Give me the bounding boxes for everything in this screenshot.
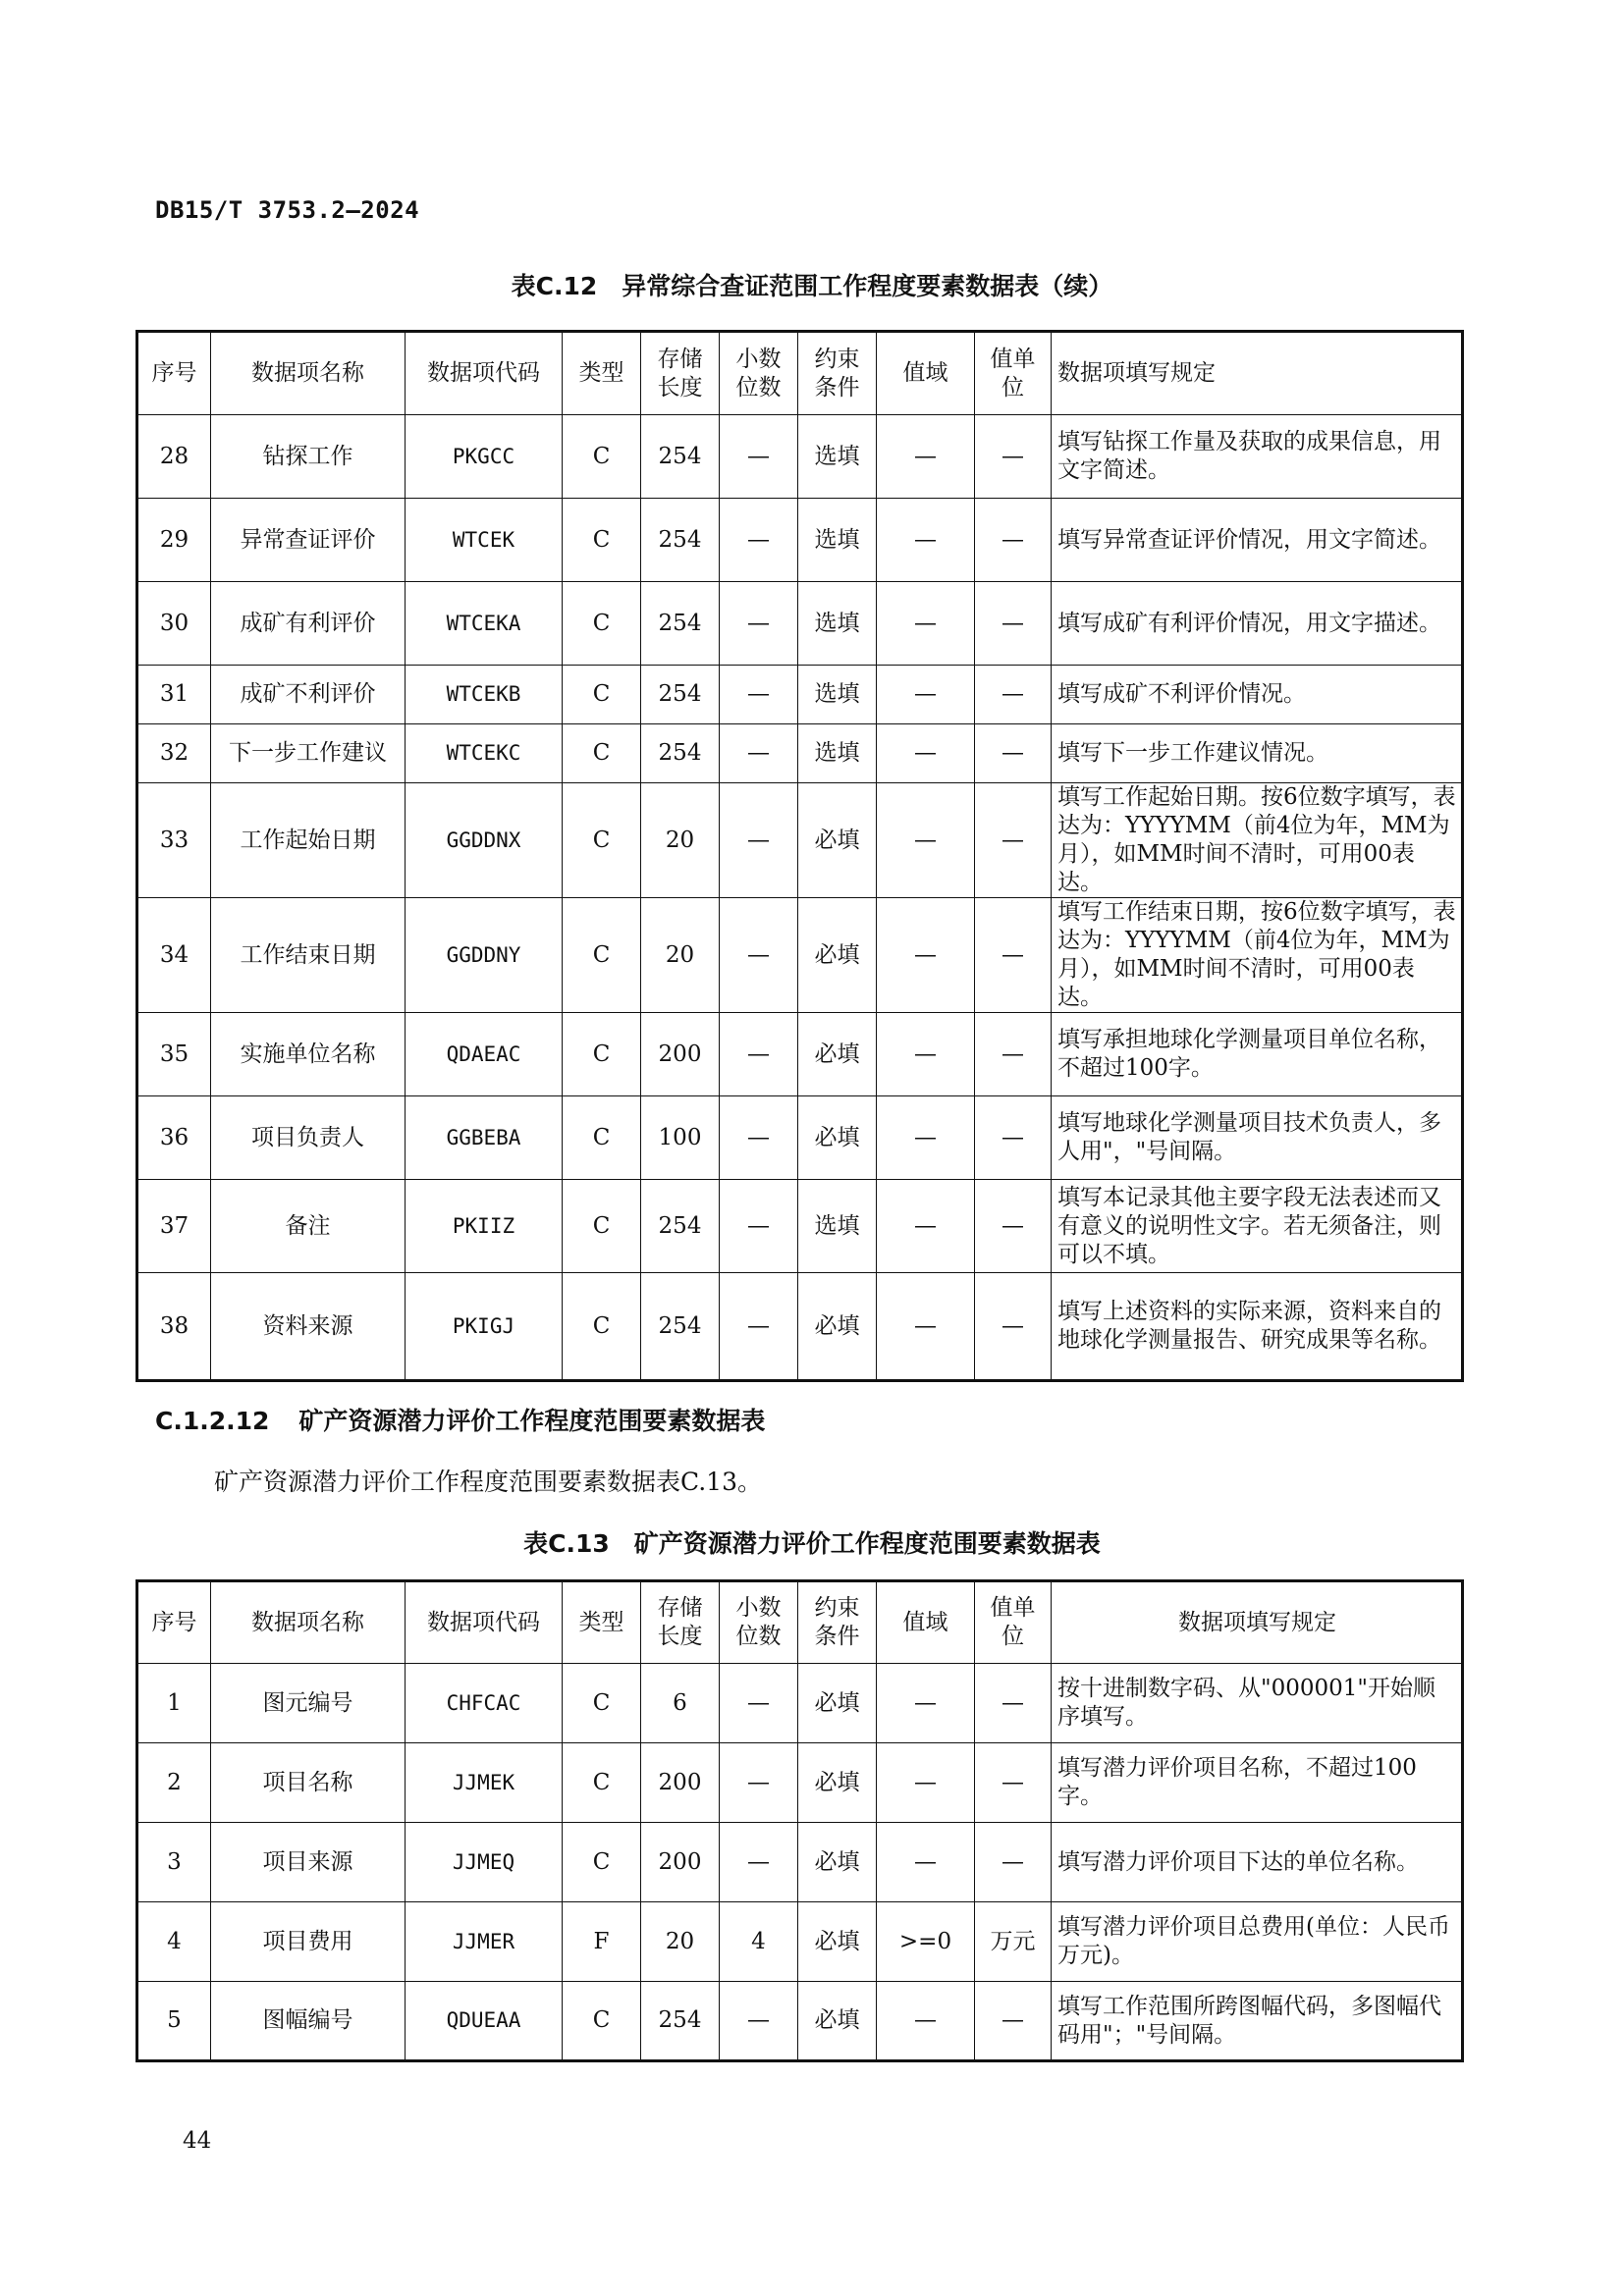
cell-rule: 填写本记录其他主要字段无法表述而又有意义的说明性文字。若无须备注，则可以不填。: [1052, 1180, 1463, 1273]
cell-constraint: 必填: [798, 1902, 877, 1982]
cell-length: 100: [641, 1096, 720, 1180]
cell-type: C: [563, 499, 641, 582]
cell-type: C: [563, 783, 641, 898]
cell-no: 1: [137, 1664, 211, 1743]
cell-decimals: —: [720, 1013, 798, 1096]
cell-name: 备注: [211, 1180, 406, 1273]
cell-rule: 填写潜力评价项目名称，不超过100字。: [1052, 1743, 1463, 1823]
table-row: [137, 1664, 1463, 1743]
page-number: 44: [183, 2128, 212, 2154]
cell-decimals: —: [720, 1180, 798, 1273]
cell-rule: 填写成矿不利评价情况。: [1052, 666, 1463, 724]
cell-code: WTCEKB: [406, 666, 563, 724]
header-constraint: 约束条件: [798, 1581, 877, 1664]
cell-rule: 填写钻探工作量及获取的成果信息，用文字简述。: [1052, 415, 1463, 499]
cell-type: C: [563, 1013, 641, 1096]
table-row: [137, 666, 1463, 724]
table-c12-caption: 表C.12 异常综合查证范围工作程度要素数据表（续）: [511, 272, 1113, 300]
cell-length: 254: [641, 499, 720, 582]
cell-no: 30: [137, 582, 211, 666]
table-c12: [135, 330, 1464, 1382]
cell-unit: —: [975, 1013, 1052, 1096]
cell-length: 20: [641, 1902, 720, 1982]
cell-decimals: —: [720, 724, 798, 783]
cell-rule: 填写工作结束日期，按6位数字填写，表达为：YYYYMM（前4位为年，MM为月），如MM时间不清时，可用00表达。: [1052, 898, 1463, 1013]
header-range: 值域: [877, 1581, 975, 1664]
cell-decimals: —: [720, 1982, 798, 2061]
cell-code: CHFCAC: [406, 1664, 563, 1743]
table-header-row: [137, 1581, 1463, 1664]
cell-constraint: 必填: [798, 1823, 877, 1902]
cell-name: 工作结束日期: [211, 898, 406, 1013]
cell-unit: —: [975, 1096, 1052, 1180]
cell-unit: —: [975, 898, 1052, 1013]
header-range: 值域: [877, 332, 975, 415]
cell-no: 2: [137, 1743, 211, 1823]
cell-type: C: [563, 1180, 641, 1273]
section-heading: [155, 1402, 765, 1437]
table-row: [137, 783, 1463, 898]
cell-range: —: [877, 898, 975, 1013]
cell-rule: 填写潜力评价项目总费用(单位：人民币万元)。: [1052, 1902, 1463, 1982]
cell-length: 200: [641, 1013, 720, 1096]
cell-code: JJMER: [406, 1902, 563, 1982]
cell-code: WTCEK: [406, 499, 563, 582]
cell-unit: —: [975, 724, 1052, 783]
header-length: 存储长度: [641, 332, 720, 415]
cell-range: —: [877, 1664, 975, 1743]
cell-decimals: —: [720, 582, 798, 666]
cell-no: 37: [137, 1180, 211, 1273]
section-number: C.1.2.12: [155, 1407, 270, 1435]
cell-name: 成矿不利评价: [211, 666, 406, 724]
cell-no: 31: [137, 666, 211, 724]
cell-decimals: 4: [720, 1902, 798, 1982]
cell-type: C: [563, 724, 641, 783]
table-row: [137, 1180, 1463, 1273]
cell-decimals: —: [720, 666, 798, 724]
cell-range: —: [877, 783, 975, 898]
cell-code: GGDDNY: [406, 898, 563, 1013]
cell-decimals: —: [720, 499, 798, 582]
cell-unit: —: [975, 1180, 1052, 1273]
cell-type: C: [563, 415, 641, 499]
cell-constraint: 必填: [798, 1013, 877, 1096]
cell-decimals: —: [720, 415, 798, 499]
header-type: 类型: [563, 1581, 641, 1664]
cell-range: —: [877, 666, 975, 724]
cell-code: WTCEKC: [406, 724, 563, 783]
cell-name: 图元编号: [211, 1664, 406, 1743]
cell-unit: —: [975, 666, 1052, 724]
table-row: [137, 1902, 1463, 1982]
cell-length: 6: [641, 1664, 720, 1743]
cell-unit: —: [975, 1664, 1052, 1743]
cell-length: 254: [641, 582, 720, 666]
cell-name: 项目名称: [211, 1743, 406, 1823]
cell-type: C: [563, 1096, 641, 1180]
header-type: 类型: [563, 332, 641, 415]
cell-code: PKIIZ: [406, 1180, 563, 1273]
cell-rule: 填写工作起始日期。按6位数字填写，表达为：YYYYMM（前4位为年，MM为月），如MM时间不清时，可用00表达。: [1052, 783, 1463, 898]
cell-constraint: 必填: [798, 1096, 877, 1180]
cell-no: 5: [137, 1982, 211, 2061]
cell-unit: —: [975, 582, 1052, 666]
cell-length: 200: [641, 1823, 720, 1902]
cell-unit: —: [975, 783, 1052, 898]
cell-no: 36: [137, 1096, 211, 1180]
header-unit: 值单位: [975, 332, 1052, 415]
cell-decimals: —: [720, 783, 798, 898]
cell-range: —: [877, 1982, 975, 2061]
table-row: [137, 1273, 1463, 1381]
table-row: [137, 1982, 1463, 2061]
cell-code: GGBEBA: [406, 1096, 563, 1180]
cell-code: PKGCC: [406, 415, 563, 499]
cell-no: 34: [137, 898, 211, 1013]
cell-type: F: [563, 1902, 641, 1982]
cell-type: C: [563, 582, 641, 666]
cell-constraint: 选填: [798, 499, 877, 582]
section-title: 矿产资源潜力评价工作程度范围要素数据表: [298, 1407, 766, 1435]
cell-rule: 填写承担地球化学测量项目单位名称，不超过100字。: [1052, 1013, 1463, 1096]
cell-code: PKIGJ: [406, 1273, 563, 1381]
cell-range: —: [877, 1273, 975, 1381]
cell-constraint: 选填: [798, 666, 877, 724]
cell-range: —: [877, 415, 975, 499]
cell-constraint: 必填: [798, 1982, 877, 2061]
header-constraint: 约束条件: [798, 332, 877, 415]
cell-rule: 填写地球化学测量项目技术负责人，多人用"，"号间隔。: [1052, 1096, 1463, 1180]
cell-rule: 按十进制数字码、从"000001"开始顺序填写。: [1052, 1664, 1463, 1743]
cell-length: 254: [641, 1273, 720, 1381]
cell-constraint: 选填: [798, 415, 877, 499]
header-no: 序号: [137, 332, 211, 415]
header-name: 数据项名称: [211, 1581, 406, 1664]
cell-range: —: [877, 1013, 975, 1096]
cell-length: 254: [641, 724, 720, 783]
cell-name: 实施单位名称: [211, 1013, 406, 1096]
cell-unit: 万元: [975, 1902, 1052, 1982]
cell-decimals: —: [720, 1096, 798, 1180]
header-code: 数据项代码: [406, 1581, 563, 1664]
cell-rule: 填写成矿有利评价情况，用文字描述。: [1052, 582, 1463, 666]
cell-name: 工作起始日期: [211, 783, 406, 898]
cell-unit: —: [975, 1273, 1052, 1381]
cell-decimals: —: [720, 1823, 798, 1902]
table-row: [137, 1743, 1463, 1823]
cell-range: —: [877, 1823, 975, 1902]
table-row: [137, 1096, 1463, 1180]
cell-unit: —: [975, 499, 1052, 582]
table-header-row: [137, 332, 1463, 415]
table-body: [137, 1664, 1463, 2061]
header-rule: 数据项填写规定: [1052, 332, 1463, 415]
cell-no: 35: [137, 1013, 211, 1096]
cell-constraint: 选填: [798, 582, 877, 666]
cell-unit: —: [975, 1982, 1052, 2061]
cell-range: —: [877, 1180, 975, 1273]
cell-code: WTCEKA: [406, 582, 563, 666]
header-decimals: 小数位数: [720, 1581, 798, 1664]
cell-decimals: —: [720, 1273, 798, 1381]
cell-range: —: [877, 582, 975, 666]
cell-type: C: [563, 1273, 641, 1381]
cell-rule: 填写异常查证评价情况，用文字简述。: [1052, 499, 1463, 582]
cell-name: 图幅编号: [211, 1982, 406, 2061]
cell-range: —: [877, 724, 975, 783]
cell-name: 异常查证评价: [211, 499, 406, 582]
table-row: [137, 499, 1463, 582]
cell-length: 254: [641, 415, 720, 499]
table-row: [137, 582, 1463, 666]
cell-name: 项目费用: [211, 1902, 406, 1982]
cell-name: 钻探工作: [211, 415, 406, 499]
cell-no: 28: [137, 415, 211, 499]
section-intro: 矿产资源潜力评价工作程度范围要素数据表C.13。: [214, 1468, 762, 1496]
cell-rule: 填写下一步工作建议情况。: [1052, 724, 1463, 783]
cell-unit: —: [975, 1823, 1052, 1902]
table-body: [137, 415, 1463, 1381]
table-c13: [135, 1579, 1464, 2062]
cell-code: GGDDNX: [406, 783, 563, 898]
table-c13-caption: 表C.13 矿产资源潜力评价工作程度范围要素数据表: [523, 1529, 1101, 1558]
cell-code: JJMEK: [406, 1743, 563, 1823]
cell-code: QDAEAC: [406, 1013, 563, 1096]
table-row: [137, 898, 1463, 1013]
header-rule: 数据项填写规定: [1052, 1581, 1463, 1664]
table-row: [137, 415, 1463, 499]
cell-rule: 填写上述资料的实际来源，资料来自的地球化学测量报告、研究成果等名称。: [1052, 1273, 1463, 1381]
cell-decimals: —: [720, 898, 798, 1013]
cell-name: 成矿有利评价: [211, 582, 406, 666]
cell-unit: —: [975, 1743, 1052, 1823]
cell-length: 200: [641, 1743, 720, 1823]
cell-length: 20: [641, 783, 720, 898]
cell-name: 项目来源: [211, 1823, 406, 1902]
cell-length: 254: [641, 1180, 720, 1273]
cell-range: >=0: [877, 1902, 975, 1982]
cell-type: C: [563, 1823, 641, 1902]
header-no: 序号: [137, 1581, 211, 1664]
cell-constraint: 必填: [798, 1743, 877, 1823]
table-row: [137, 1823, 1463, 1902]
cell-decimals: —: [720, 1664, 798, 1743]
cell-type: C: [563, 1664, 641, 1743]
header-name: 数据项名称: [211, 332, 406, 415]
table-row: [137, 724, 1463, 783]
cell-constraint: 必填: [798, 1664, 877, 1743]
cell-type: C: [563, 1982, 641, 2061]
cell-length: 254: [641, 666, 720, 724]
cell-length: 20: [641, 898, 720, 1013]
cell-code: JJMEQ: [406, 1823, 563, 1902]
header-unit: 值单位: [975, 1581, 1052, 1664]
cell-decimals: —: [720, 1743, 798, 1823]
cell-type: C: [563, 898, 641, 1013]
cell-constraint: 必填: [798, 898, 877, 1013]
table-row: [137, 1013, 1463, 1096]
cell-range: —: [877, 1743, 975, 1823]
cell-code: QDUEAA: [406, 1982, 563, 2061]
cell-rule: 填写工作范围所跨图幅代码，多图幅代码用"；"号间隔。: [1052, 1982, 1463, 2061]
document-id: DB15/T 3753.2—2024: [155, 196, 420, 224]
cell-range: —: [877, 1096, 975, 1180]
cell-constraint: 必填: [798, 1273, 877, 1381]
cell-range: —: [877, 499, 975, 582]
cell-no: 32: [137, 724, 211, 783]
cell-type: C: [563, 1743, 641, 1823]
cell-constraint: 选填: [798, 724, 877, 783]
cell-rule: 填写潜力评价项目下达的单位名称。: [1052, 1823, 1463, 1902]
cell-no: 3: [137, 1823, 211, 1902]
cell-no: 33: [137, 783, 211, 898]
header-length: 存储长度: [641, 1581, 720, 1664]
cell-name: 项目负责人: [211, 1096, 406, 1180]
cell-length: 254: [641, 1982, 720, 2061]
cell-no: 4: [137, 1902, 211, 1982]
cell-type: C: [563, 666, 641, 724]
cell-constraint: 选填: [798, 1180, 877, 1273]
header-code: 数据项代码: [406, 332, 563, 415]
cell-constraint: 必填: [798, 783, 877, 898]
cell-unit: —: [975, 415, 1052, 499]
cell-no: 38: [137, 1273, 211, 1381]
cell-name: 下一步工作建议: [211, 724, 406, 783]
header-decimals: 小数位数: [720, 332, 798, 415]
cell-no: 29: [137, 499, 211, 582]
cell-name: 资料来源: [211, 1273, 406, 1381]
